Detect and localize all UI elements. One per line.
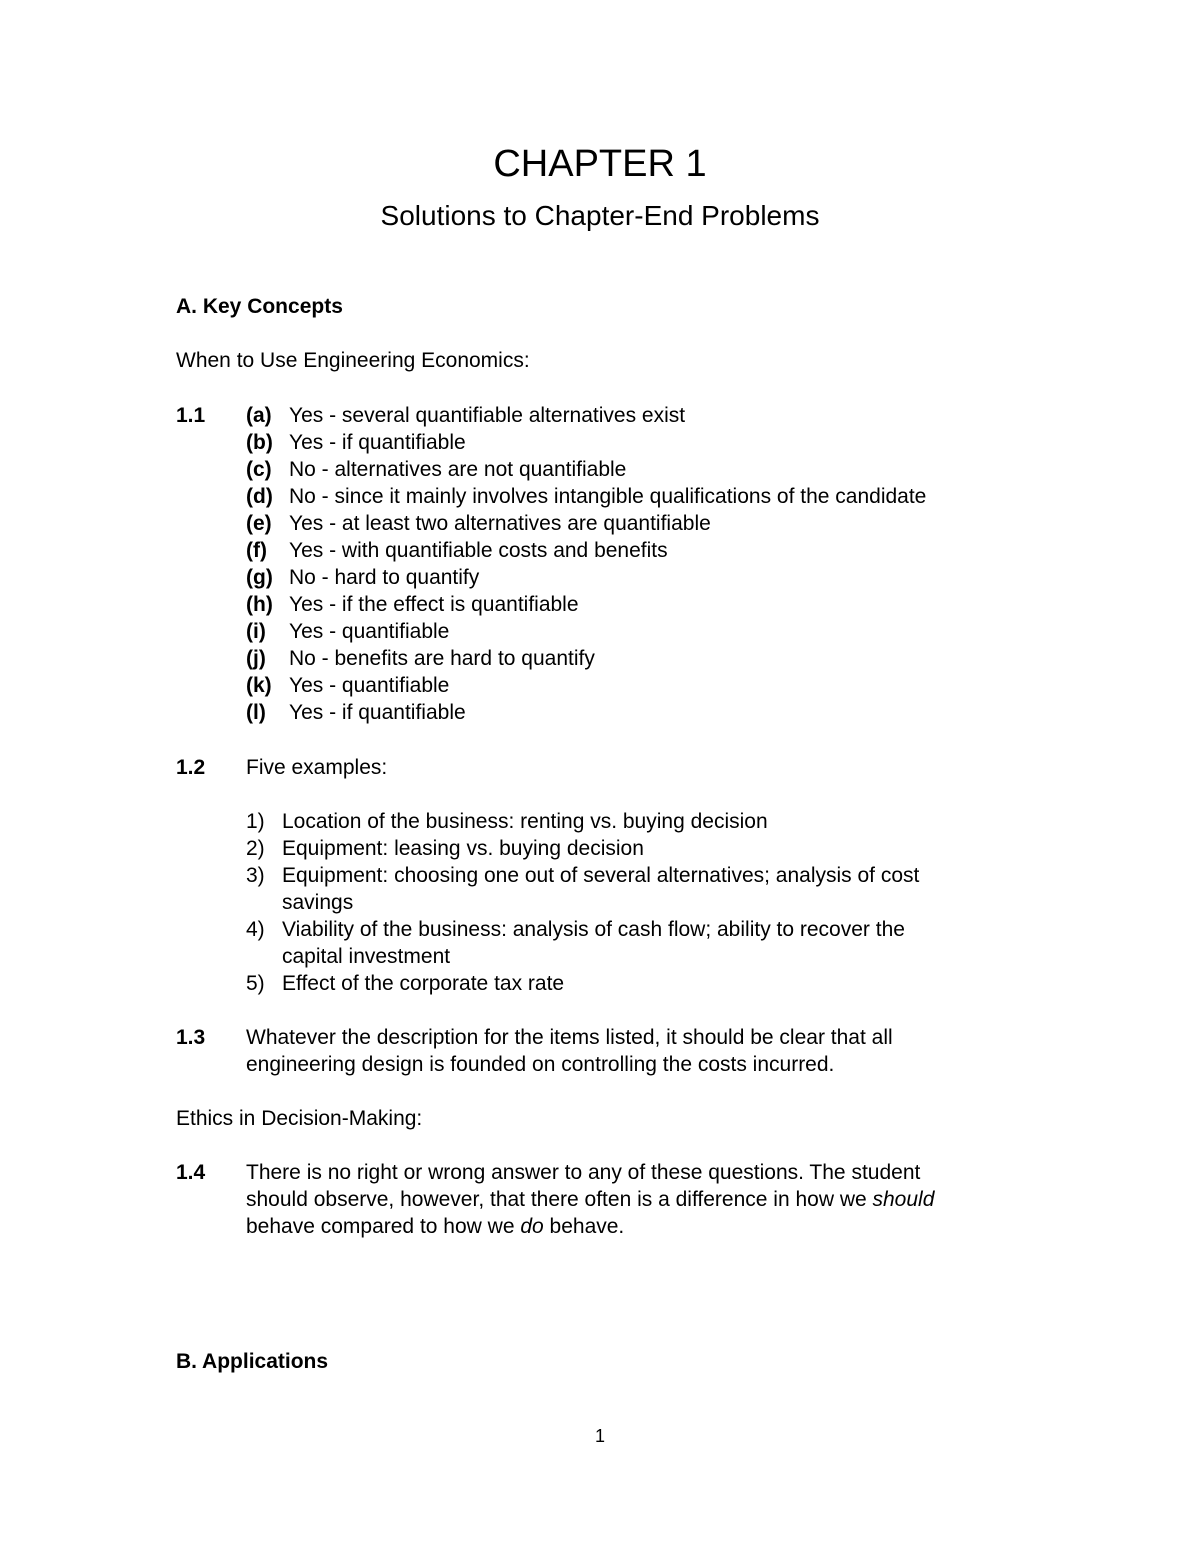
item-number: 3) [246, 864, 265, 887]
problem-number-1-1: 1.1 [176, 404, 206, 427]
item-letter: (i) [246, 620, 266, 643]
item-letter: (f) [246, 539, 267, 562]
section-b-heading: B. Applications [176, 1350, 329, 1373]
item-letter: (d) [246, 485, 273, 508]
item-text: No - benefits are hard to quantify [289, 647, 595, 670]
problem-1-2-intro: Five examples: [246, 756, 388, 779]
section-a-subheading: When to Use Engineering Economics: [176, 349, 530, 372]
item-number: 4) [246, 918, 265, 941]
item-text: Viability of the business: analysis of cash flow; ability to recover the [282, 918, 905, 941]
list-item [246, 537, 668, 564]
list-item [246, 456, 626, 483]
text-run: should observe, however, that there often is a difference in how we [246, 1188, 873, 1211]
item-text: No - hard to quantify [289, 566, 480, 589]
list-item [246, 429, 466, 456]
text-run: behave. [543, 1215, 625, 1238]
item-letter: (j) [246, 647, 266, 670]
list-item [246, 618, 449, 645]
problem-number-1-2: 1.2 [176, 756, 206, 779]
emphasis-text: do [520, 1215, 544, 1238]
item-text: Yes - several quantifiable alternatives exist [289, 404, 686, 427]
item-letter: (k) [246, 674, 272, 697]
ethics-subheading: Ethics in Decision-Making: [176, 1107, 423, 1130]
problem-1-3-line1: Whatever the description for the items listed, it should be clear that all [246, 1026, 893, 1049]
text-run: behave compared to how we [246, 1215, 521, 1238]
item-text: Equipment: leasing vs. buying decision [282, 837, 644, 860]
problem-1-4-line2 [246, 1186, 934, 1213]
problem-number-1-4: 1.4 [176, 1161, 206, 1184]
item-text: No - since it mainly involves intangible qualifications of the candidate [289, 485, 927, 508]
item-text: Effect of the corporate tax rate [282, 972, 565, 995]
list-item [246, 916, 905, 943]
item-letter: (l) [246, 701, 266, 724]
item-letter: (g) [246, 566, 273, 589]
problem-1-4-line3 [246, 1213, 624, 1240]
item-text: Yes - quantifiable [289, 674, 450, 697]
item-letter: (e) [246, 512, 272, 535]
page-number: 1 [594, 1426, 605, 1446]
list-item [246, 510, 711, 537]
list-item [246, 699, 466, 726]
item-text: Yes - quantifiable [289, 620, 450, 643]
list-item [246, 835, 644, 862]
list-item [246, 402, 685, 429]
item-letter: (h) [246, 593, 273, 616]
item-letter: (c) [246, 458, 272, 481]
item-text: Yes - at least two alternatives are quantifiable [289, 512, 711, 535]
list-item [246, 591, 579, 618]
problem-number-1-3: 1.3 [176, 1026, 206, 1049]
emphasis-text: should [872, 1188, 935, 1211]
list-item [246, 672, 449, 699]
item-text-continued: savings [282, 891, 354, 914]
problem-1-4-line1: There is no right or wrong answer to any of these questions. The student [246, 1161, 921, 1184]
item-text: Yes - if quantifiable [289, 701, 466, 724]
chapter-subtitle: Solutions to Chapter-End Problems [380, 200, 820, 231]
item-text: Equipment: choosing one out of several alternatives; analysis of cost [282, 864, 920, 887]
item-text: Location of the business: renting vs. buying decision [282, 810, 768, 833]
item-number: 2) [246, 837, 265, 860]
list-item [246, 862, 919, 889]
item-letter: (b) [246, 431, 273, 454]
item-number: 1) [246, 810, 265, 833]
list-item [246, 970, 564, 997]
list-item [246, 808, 768, 835]
item-text: Yes - with quantifiable costs and benefits [289, 539, 668, 562]
item-text: No - alternatives are not quantifiable [289, 458, 627, 481]
item-letter: (a) [246, 404, 272, 427]
item-text: Yes - if the effect is quantifiable [289, 593, 579, 616]
list-item [246, 645, 595, 672]
list-item [246, 564, 479, 591]
list-item [246, 483, 926, 510]
item-text-continued: capital investment [282, 945, 451, 968]
item-text: Yes - if quantifiable [289, 431, 466, 454]
problem-1-3-line2: engineering design is founded on controlling the costs incurred. [246, 1053, 835, 1076]
item-number: 5) [246, 972, 265, 995]
chapter-title: CHAPTER 1 [493, 143, 707, 185]
section-a-heading: A. Key Concepts [176, 295, 343, 318]
